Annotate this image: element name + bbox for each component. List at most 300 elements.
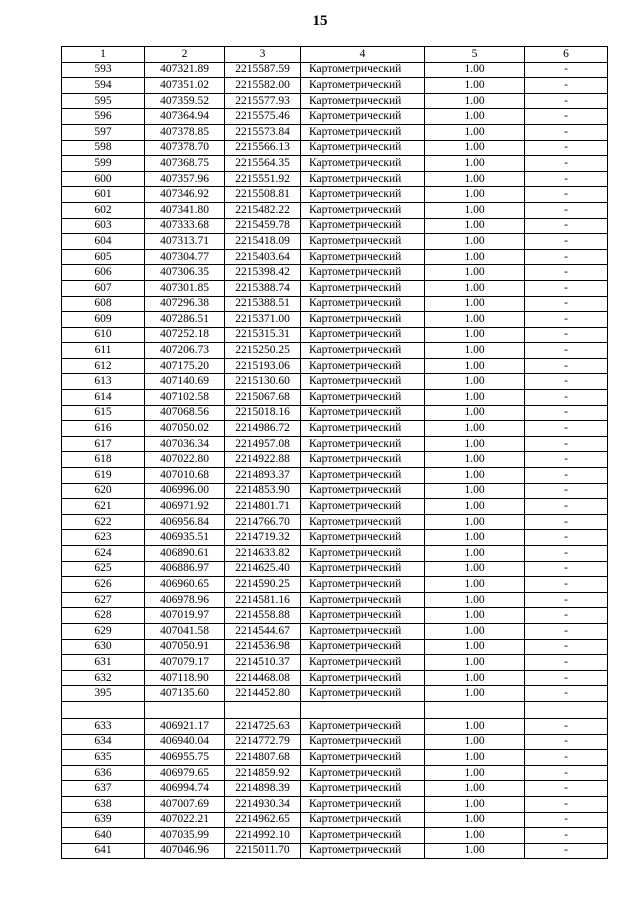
x-coordinate-cell: 406956.84 xyxy=(145,514,225,530)
x-coordinate-cell: 407252.18 xyxy=(145,327,225,343)
y-coordinate-cell: 2215508.81 xyxy=(225,187,301,203)
accuracy-cell: 1.00 xyxy=(425,639,525,655)
table-row xyxy=(62,828,608,844)
y-coordinate-cell: 2214853.90 xyxy=(225,483,301,499)
y-coordinate-cell: 2215067.68 xyxy=(225,390,301,406)
y-coordinate-cell: 2214922.88 xyxy=(225,452,301,468)
accuracy-cell: 1.00 xyxy=(425,561,525,577)
accuracy-cell: 1.00 xyxy=(425,670,525,686)
table-row xyxy=(62,514,608,530)
y-coordinate-cell: 2214581.16 xyxy=(225,592,301,608)
table-row xyxy=(62,405,608,421)
note-cell: - xyxy=(525,623,608,639)
method-cell: Картометрический xyxy=(301,670,425,686)
table-row xyxy=(62,765,608,781)
y-coordinate-cell: 2215566.13 xyxy=(225,140,301,156)
point-number-cell: 639 xyxy=(62,812,145,828)
table-row xyxy=(62,436,608,452)
method-cell: Картометрический xyxy=(301,187,425,203)
point-number-cell: 627 xyxy=(62,592,145,608)
point-number-cell: 634 xyxy=(62,734,145,750)
note-cell: - xyxy=(525,93,608,109)
y-coordinate-cell: 2214992.10 xyxy=(225,828,301,844)
table-row xyxy=(62,93,608,109)
method-cell: Картометрический xyxy=(301,405,425,421)
x-coordinate-cell: 407296.38 xyxy=(145,296,225,312)
y-coordinate-cell: 2215582.00 xyxy=(225,78,301,94)
accuracy-cell: 1.00 xyxy=(425,296,525,312)
y-coordinate-cell: 2214986.72 xyxy=(225,421,301,437)
y-coordinate-cell: 2215564.35 xyxy=(225,156,301,172)
y-coordinate-cell: 2215371.00 xyxy=(225,312,301,328)
header-col-1: 1 xyxy=(62,47,145,63)
note-cell: - xyxy=(525,561,608,577)
table-row xyxy=(62,421,608,437)
x-coordinate-cell: 407301.85 xyxy=(145,280,225,296)
y-coordinate-cell: 2215250.25 xyxy=(225,343,301,359)
table-row xyxy=(62,483,608,499)
y-coordinate-cell: 2214893.37 xyxy=(225,468,301,484)
accuracy-cell: 1.00 xyxy=(425,218,525,234)
accuracy-cell: 1.00 xyxy=(425,78,525,94)
method-cell: Картометрический xyxy=(301,561,425,577)
accuracy-cell: 1.00 xyxy=(425,405,525,421)
x-coordinate-cell: 406979.65 xyxy=(145,765,225,781)
note-cell: - xyxy=(525,718,608,734)
note-cell: - xyxy=(525,530,608,546)
x-coordinate-cell: 407378.85 xyxy=(145,124,225,140)
accuracy-cell: 1.00 xyxy=(425,171,525,187)
method-cell: Картометрический xyxy=(301,93,425,109)
table-row xyxy=(62,156,608,172)
method-cell: Картометрический xyxy=(301,202,425,218)
accuracy-cell: 1.00 xyxy=(425,499,525,515)
accuracy-cell: 1.00 xyxy=(425,452,525,468)
note-cell: - xyxy=(525,546,608,562)
header-col-6: 6 xyxy=(525,47,608,63)
point-number-cell: 598 xyxy=(62,140,145,156)
method-cell: Картометрический xyxy=(301,109,425,125)
accuracy-cell: 1.00 xyxy=(425,796,525,812)
point-number-cell: 604 xyxy=(62,234,145,250)
y-coordinate-cell: 2215403.64 xyxy=(225,249,301,265)
note-cell: - xyxy=(525,358,608,374)
y-coordinate-cell: 2214633.82 xyxy=(225,546,301,562)
y-coordinate-cell: 2214510.37 xyxy=(225,655,301,671)
note-cell: - xyxy=(525,374,608,390)
accuracy-cell: 1.00 xyxy=(425,514,525,530)
point-number-cell: 633 xyxy=(62,718,145,734)
table-row xyxy=(62,843,608,859)
x-coordinate-cell: 407357.96 xyxy=(145,171,225,187)
x-coordinate-cell: 407304.77 xyxy=(145,249,225,265)
method-cell: Картометрический xyxy=(301,499,425,515)
method-cell: Картометрический xyxy=(301,156,425,172)
point-number-cell: 618 xyxy=(62,452,145,468)
header-col-5: 5 xyxy=(425,47,525,63)
method-cell: Картометрический xyxy=(301,124,425,140)
point-number-cell: 620 xyxy=(62,483,145,499)
point-number-cell: 636 xyxy=(62,765,145,781)
note-cell: - xyxy=(525,514,608,530)
accuracy-cell: 1.00 xyxy=(425,390,525,406)
table-row xyxy=(62,499,608,515)
method-cell: Картометрический xyxy=(301,296,425,312)
x-coordinate-cell: 406940.04 xyxy=(145,734,225,750)
table-row xyxy=(62,327,608,343)
x-coordinate-cell: 406955.75 xyxy=(145,750,225,766)
x-coordinate-cell: 407175.20 xyxy=(145,358,225,374)
note-cell: - xyxy=(525,249,608,265)
method-cell: Картометрический xyxy=(301,592,425,608)
point-number-cell: 596 xyxy=(62,109,145,125)
note-cell: - xyxy=(525,796,608,812)
x-coordinate-cell: 407050.91 xyxy=(145,639,225,655)
note-cell: - xyxy=(525,327,608,343)
accuracy-cell: 1.00 xyxy=(425,327,525,343)
method-cell: Картометрический xyxy=(301,234,425,250)
note-cell: - xyxy=(525,265,608,281)
x-coordinate-cell: 407019.97 xyxy=(145,608,225,624)
x-coordinate-cell: 406921.17 xyxy=(145,718,225,734)
method-cell: Картометрический xyxy=(301,358,425,374)
table-row xyxy=(62,561,608,577)
point-number-cell: 395 xyxy=(62,686,145,702)
x-coordinate-cell: 407102.58 xyxy=(145,390,225,406)
header-col-2: 2 xyxy=(145,47,225,63)
method-cell: Картометрический xyxy=(301,327,425,343)
point-number-cell: 615 xyxy=(62,405,145,421)
table-body xyxy=(62,62,608,859)
y-coordinate-cell: 2215551.92 xyxy=(225,171,301,187)
method-cell: Картометрический xyxy=(301,530,425,546)
table-row xyxy=(62,249,608,265)
note-cell xyxy=(525,701,608,718)
y-coordinate-cell: 2214807.68 xyxy=(225,750,301,766)
note-cell: - xyxy=(525,592,608,608)
method-cell: Картометрический xyxy=(301,686,425,702)
point-number-cell: 624 xyxy=(62,546,145,562)
table-row xyxy=(62,608,608,624)
note-cell: - xyxy=(525,390,608,406)
header-col-4: 4 xyxy=(301,47,425,63)
accuracy-cell: 1.00 xyxy=(425,546,525,562)
method-cell: Картометрический xyxy=(301,265,425,281)
method-cell: Картометрический xyxy=(301,655,425,671)
x-coordinate-cell: 407041.58 xyxy=(145,623,225,639)
accuracy-cell: 1.00 xyxy=(425,781,525,797)
point-number-cell xyxy=(62,701,145,718)
method-cell: Картометрический xyxy=(301,171,425,187)
x-coordinate-cell: 407118.90 xyxy=(145,670,225,686)
point-number-cell: 597 xyxy=(62,124,145,140)
note-cell: - xyxy=(525,483,608,499)
note-cell: - xyxy=(525,750,608,766)
table-row xyxy=(62,343,608,359)
accuracy-cell: 1.00 xyxy=(425,592,525,608)
method-cell: Картометрический xyxy=(301,374,425,390)
table-row xyxy=(62,796,608,812)
accuracy-cell: 1.00 xyxy=(425,343,525,359)
y-coordinate-cell: 2214957.08 xyxy=(225,436,301,452)
table-row xyxy=(62,718,608,734)
y-coordinate-cell: 2214536.98 xyxy=(225,639,301,655)
method-cell: Картометрический xyxy=(301,390,425,406)
method-cell: Картометрический xyxy=(301,718,425,734)
table-row xyxy=(62,234,608,250)
x-coordinate-cell: 407140.69 xyxy=(145,374,225,390)
method-cell: Картометрический xyxy=(301,608,425,624)
y-coordinate-cell: 2215388.51 xyxy=(225,296,301,312)
x-coordinate-cell: 407022.21 xyxy=(145,812,225,828)
table-row xyxy=(62,296,608,312)
x-coordinate-cell: 407351.02 xyxy=(145,78,225,94)
method-cell: Картометрический xyxy=(301,750,425,766)
note-cell: - xyxy=(525,781,608,797)
y-coordinate-cell: 2214766.70 xyxy=(225,514,301,530)
y-coordinate-cell: 2215315.31 xyxy=(225,327,301,343)
x-coordinate-cell: 407346.92 xyxy=(145,187,225,203)
accuracy-cell: 1.00 xyxy=(425,280,525,296)
accuracy-cell: 1.00 xyxy=(425,623,525,639)
note-cell: - xyxy=(525,468,608,484)
y-coordinate-cell: 2215459.78 xyxy=(225,218,301,234)
x-coordinate-cell: 407313.71 xyxy=(145,234,225,250)
x-coordinate-cell: 406994.74 xyxy=(145,781,225,797)
table-row xyxy=(62,750,608,766)
table-header xyxy=(62,47,608,63)
x-coordinate-cell: 407010.68 xyxy=(145,468,225,484)
y-coordinate-cell: 2214625.40 xyxy=(225,561,301,577)
method-cell: Картометрический xyxy=(301,623,425,639)
x-coordinate-cell: 407050.02 xyxy=(145,421,225,437)
method-cell: Картометрический xyxy=(301,734,425,750)
point-number-cell: 635 xyxy=(62,750,145,766)
note-cell: - xyxy=(525,171,608,187)
y-coordinate-cell: 2215587.59 xyxy=(225,62,301,78)
y-coordinate-cell: 2215577.93 xyxy=(225,93,301,109)
y-coordinate-cell: 2214544.67 xyxy=(225,623,301,639)
table-row xyxy=(62,140,608,156)
point-number-cell: 626 xyxy=(62,577,145,593)
x-coordinate-cell: 407286.51 xyxy=(145,312,225,328)
accuracy-cell: 1.00 xyxy=(425,140,525,156)
method-cell: Картометрический xyxy=(301,421,425,437)
point-number-cell: 612 xyxy=(62,358,145,374)
point-number-cell: 619 xyxy=(62,468,145,484)
coordinates-table xyxy=(61,46,608,859)
method-cell: Картометрический xyxy=(301,796,425,812)
table-row xyxy=(62,577,608,593)
point-number-cell: 603 xyxy=(62,218,145,234)
method-cell: Картометрический xyxy=(301,249,425,265)
point-number-cell: 641 xyxy=(62,843,145,859)
y-coordinate-cell: 2214801.71 xyxy=(225,499,301,515)
note-cell: - xyxy=(525,686,608,702)
note-cell: - xyxy=(525,421,608,437)
point-number-cell: 621 xyxy=(62,499,145,515)
note-cell: - xyxy=(525,156,608,172)
table-row xyxy=(62,280,608,296)
note-cell: - xyxy=(525,436,608,452)
x-coordinate-cell: 407206.73 xyxy=(145,343,225,359)
point-number-cell: 599 xyxy=(62,156,145,172)
note-cell: - xyxy=(525,343,608,359)
method-cell: Картометрический xyxy=(301,546,425,562)
method-cell: Картометрический xyxy=(301,62,425,78)
accuracy-cell: 1.00 xyxy=(425,718,525,734)
y-coordinate-cell: 2215575.46 xyxy=(225,109,301,125)
note-cell: - xyxy=(525,312,608,328)
accuracy-cell: 1.00 xyxy=(425,62,525,78)
point-number-cell: 594 xyxy=(62,78,145,94)
y-coordinate-cell: 2214859.92 xyxy=(225,765,301,781)
accuracy-cell: 1.00 xyxy=(425,577,525,593)
accuracy-cell: 1.00 xyxy=(425,734,525,750)
y-coordinate-cell: 2215482.22 xyxy=(225,202,301,218)
note-cell: - xyxy=(525,499,608,515)
x-coordinate-cell: 407378.70 xyxy=(145,140,225,156)
accuracy-cell: 1.00 xyxy=(425,812,525,828)
x-coordinate-cell: 406935.51 xyxy=(145,530,225,546)
point-number-cell: 606 xyxy=(62,265,145,281)
method-cell: Картометрический xyxy=(301,312,425,328)
method-cell: Картометрический xyxy=(301,280,425,296)
x-coordinate-cell: 407068.56 xyxy=(145,405,225,421)
y-coordinate-cell: 2214898.39 xyxy=(225,781,301,797)
y-coordinate-cell: 2215018.16 xyxy=(225,405,301,421)
method-cell: Картометрический xyxy=(301,639,425,655)
point-number-cell: 602 xyxy=(62,202,145,218)
x-coordinate-cell: 406996.00 xyxy=(145,483,225,499)
accuracy-cell: 1.00 xyxy=(425,608,525,624)
accuracy-cell: 1.00 xyxy=(425,249,525,265)
table-row xyxy=(62,592,608,608)
point-number-cell: 622 xyxy=(62,514,145,530)
y-coordinate-cell: 2214452.80 xyxy=(225,686,301,702)
note-cell: - xyxy=(525,639,608,655)
y-coordinate-cell: 2214962.65 xyxy=(225,812,301,828)
y-coordinate-cell: 2215130.60 xyxy=(225,374,301,390)
accuracy-cell: 1.00 xyxy=(425,655,525,671)
x-coordinate-cell: 407368.75 xyxy=(145,156,225,172)
point-number-cell: 640 xyxy=(62,828,145,844)
point-number-cell: 595 xyxy=(62,93,145,109)
table-row xyxy=(62,124,608,140)
method-cell: Картометрический xyxy=(301,843,425,859)
point-number-cell: 632 xyxy=(62,670,145,686)
y-coordinate-cell: 2214558.88 xyxy=(225,608,301,624)
accuracy-cell: 1.00 xyxy=(425,358,525,374)
note-cell: - xyxy=(525,655,608,671)
y-coordinate-cell: 2214772.79 xyxy=(225,734,301,750)
accuracy-cell xyxy=(425,701,525,718)
page-number: 15 xyxy=(312,13,328,29)
x-coordinate-cell xyxy=(145,701,225,718)
y-coordinate-cell xyxy=(225,701,301,718)
accuracy-cell: 1.00 xyxy=(425,843,525,859)
method-cell: Картометрический xyxy=(301,781,425,797)
method-cell: Картометрический xyxy=(301,218,425,234)
note-cell: - xyxy=(525,405,608,421)
x-coordinate-cell: 407046.96 xyxy=(145,843,225,859)
note-cell: - xyxy=(525,296,608,312)
method-cell: Картометрический xyxy=(301,812,425,828)
y-coordinate-cell: 2214468.08 xyxy=(225,670,301,686)
table-row xyxy=(62,623,608,639)
method-cell: Картометрический xyxy=(301,78,425,94)
method-cell: Картометрический xyxy=(301,343,425,359)
note-cell: - xyxy=(525,828,608,844)
x-coordinate-cell: 407007.69 xyxy=(145,796,225,812)
y-coordinate-cell: 2215418.09 xyxy=(225,234,301,250)
point-number-cell: 629 xyxy=(62,623,145,639)
point-number-cell: 610 xyxy=(62,327,145,343)
y-coordinate-cell: 2215011.70 xyxy=(225,843,301,859)
table-row xyxy=(62,218,608,234)
method-cell: Картометрический xyxy=(301,765,425,781)
y-coordinate-cell: 2214719.32 xyxy=(225,530,301,546)
table-row xyxy=(62,812,608,828)
point-number-cell: 616 xyxy=(62,421,145,437)
point-number-cell: 609 xyxy=(62,312,145,328)
y-coordinate-cell: 2215398.42 xyxy=(225,265,301,281)
note-cell: - xyxy=(525,577,608,593)
table-row xyxy=(62,374,608,390)
x-coordinate-cell: 407341.80 xyxy=(145,202,225,218)
point-number-cell: 605 xyxy=(62,249,145,265)
table-row xyxy=(62,358,608,374)
x-coordinate-cell: 407364.94 xyxy=(145,109,225,125)
point-number-cell: 611 xyxy=(62,343,145,359)
accuracy-cell: 1.00 xyxy=(425,124,525,140)
accuracy-cell: 1.00 xyxy=(425,234,525,250)
table-row xyxy=(62,670,608,686)
method-cell: Картометрический xyxy=(301,514,425,530)
method-cell: Картометрический xyxy=(301,577,425,593)
x-coordinate-cell: 406960.65 xyxy=(145,577,225,593)
table-row xyxy=(62,390,608,406)
accuracy-cell: 1.00 xyxy=(425,483,525,499)
table-row xyxy=(62,78,608,94)
point-number-cell: 601 xyxy=(62,187,145,203)
note-cell: - xyxy=(525,234,608,250)
point-number-cell: 617 xyxy=(62,436,145,452)
note-cell: - xyxy=(525,734,608,750)
point-number-cell: 631 xyxy=(62,655,145,671)
method-cell: Картометрический xyxy=(301,436,425,452)
accuracy-cell: 1.00 xyxy=(425,202,525,218)
accuracy-cell: 1.00 xyxy=(425,436,525,452)
table-row xyxy=(62,187,608,203)
table-row xyxy=(62,686,608,702)
table-row xyxy=(62,312,608,328)
accuracy-cell: 1.00 xyxy=(425,374,525,390)
header-col-3: 3 xyxy=(225,47,301,63)
table-row xyxy=(62,734,608,750)
accuracy-cell: 1.00 xyxy=(425,187,525,203)
note-cell: - xyxy=(525,218,608,234)
accuracy-cell: 1.00 xyxy=(425,530,525,546)
table-row xyxy=(62,452,608,468)
table-row xyxy=(62,265,608,281)
note-cell: - xyxy=(525,202,608,218)
point-number-cell: 613 xyxy=(62,374,145,390)
x-coordinate-cell: 407079.17 xyxy=(145,655,225,671)
method-cell: Картометрический xyxy=(301,468,425,484)
method-cell: Картометрический xyxy=(301,828,425,844)
note-cell: - xyxy=(525,280,608,296)
